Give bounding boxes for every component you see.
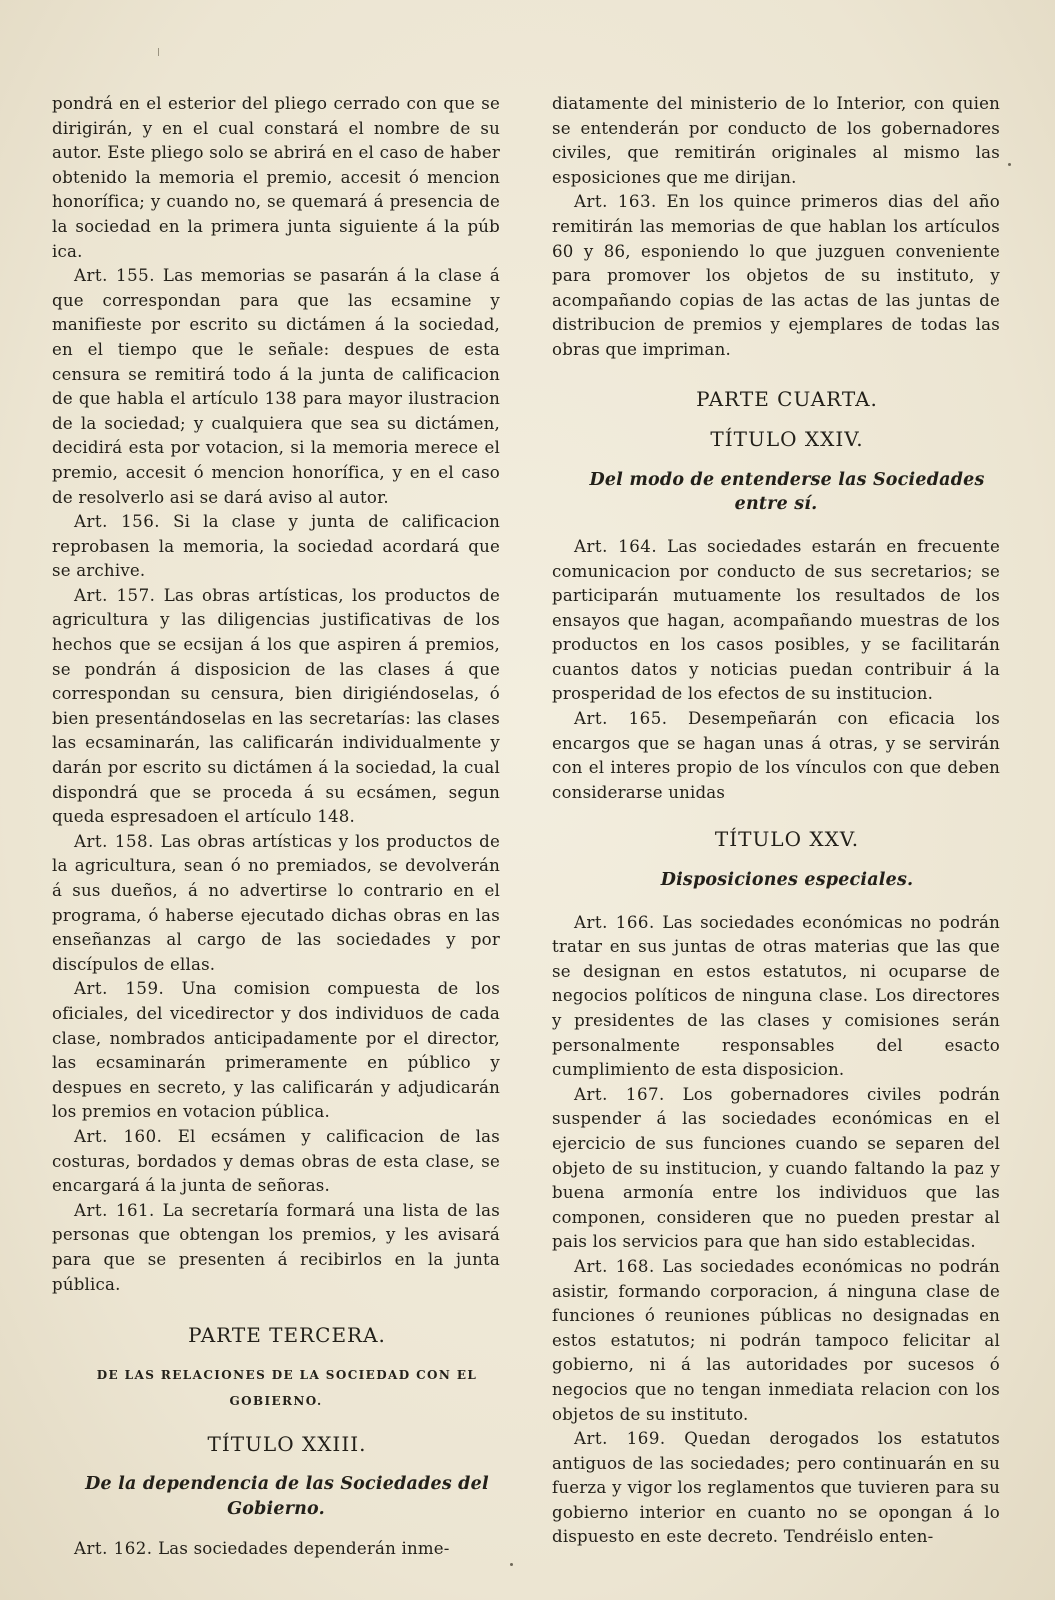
paragraph-continuation: pondrá en el esterior del pliego cerrado con que se dirigirán, y en el cual constará el nombre de su autor. Este pliego solo se abrirá en el caso de haber obtenido la memoria el premio, accesit ó mencion honorífica; y cuando no, se quemará á presencia de la sociedad en la primera junta siguiente á la púb ica.	[52, 94, 500, 261]
article-169	[552, 1427, 1000, 1550]
article-156	[52, 510, 500, 584]
article-164	[552, 535, 1000, 707]
article-label: Art. 168.	[574, 1256, 655, 1276]
article-text: Las sociedades económicas no podrán tratar en sus juntas de otras materias que las que se designan en estos estatutos, ni ocuparse de negocios políticos de ninguna clase. Los directores y presidentes de las clases y comisiones serán personalmente responsables del esacto cumplimiento de esta disposicion.	[552, 912, 1000, 1080]
article-label: Art. 158.	[74, 831, 154, 851]
article-label: Art. 165.	[574, 709, 668, 729]
left-column	[52, 92, 500, 1562]
title-heading: TÍTULO XXIII.	[207, 1431, 367, 1456]
article-160	[52, 1125, 500, 1199]
part-heading: PARTE CUARTA.	[696, 386, 878, 411]
article-159	[52, 977, 500, 1125]
article-label: Art. 161.	[74, 1200, 155, 1220]
article-165	[552, 707, 1000, 805]
article-text: Los gobernadores civiles podrán suspender á las sociedades económicas en el ejercicio de sus funciones cuando se separen del objeto de su institucion, y cuando faltando la paz y buena armonía entre los individuos que las componen, consideren que no pueden prestar al pais los servicios para que han sido establecidas.	[552, 1084, 1000, 1252]
article-text: Una comision compuesta de los oficiales, del vicedirector y dos individuos de cada clase, nombrados anticipadamente por el director, las ecsaminarán primeramente en público y despues en secreto, y las calificarán y adjudicarán los premios en votacion pública.	[52, 979, 500, 1122]
article-text: Las obras artísticas, los productos de agricultura y las diligencias justificativas de los hechos que se ecsijan á los que aspiren á premios, se pondrán á disposicion de las clases á que correspondan su censura, bien dirigiéndoselas, ó bien presentándoselas en las secretarías: las clases las ecsaminarán, las calificarán individualmente y darán por escrito su dictámen á la sociedad, la cual dispondrá que se proceda á su ecsámen, segun queda espresadoen el artículo 148.	[52, 585, 500, 827]
part-heading: PARTE TERCERA.	[188, 1323, 386, 1348]
title-subheading: Disposiciones especiales.	[660, 870, 914, 891]
article-text: Las memorias se pasarán á la clase á que correspondan para que las ecsamine y manifieste por escrito su dictámen á la sociedad, en el tiempo que le señale: despues de esta censura se remitirá todo á la junta de calificacion de que habla el artículo 138 para mayor ilustracion de la sociedad; y cualquiera que sea su dictámen, decidirá esta por votacion, si la memoria merece el premio, accesit ó mencion honorífica, y en el caso de resolverlo asi se dará aviso al autor.	[52, 266, 500, 507]
article-162	[52, 1537, 500, 1562]
title-subheading: Del modo de entenderse las Sociedades entre sí.	[589, 469, 985, 515]
article-label: Art. 155.	[74, 266, 156, 286]
article-label: Art. 157.	[74, 585, 156, 605]
article-text: Las sociedades económicas no podrán asistir, formando corporacion, á ninguna clase de funciones ó reuniones públicas no designadas en estos estatutos; ni podrán tampoco felicitar al gobierno, ni á las autoridades por sucesos ó negocios que no tengan inmediata relacion con los objetos de su instituto.	[552, 1256, 1000, 1424]
article-157	[52, 584, 500, 830]
article-label: Art. 156.	[74, 512, 161, 532]
article-text: Quedan derogados los estatutos antiguos de las sociedades; pero continuarán en su fuerza y vigor los reglamentos que tuvieren para su gobierno interior en cuanto no se opongan á lo dispuesto en este decreto. Tendréislo enten-	[552, 1429, 1000, 1547]
article-text: Las sociedades estarán en frecuente comunicacion por conducto de sus secretarios; se participarán mutuamente los resultados de los ensayos que hagan, acompañando muestras de los productos en los casos posibles, y se facilitarán cuantos datos y noticias puedan contribuir á la prosperidad de los efectos de su institucion.	[552, 536, 1000, 704]
article-text: Si la clase y junta de calificacion reprobasen la memoria, la sociedad acordará que se archive.	[52, 512, 500, 581]
title-heading: TÍTULO XXIV.	[710, 427, 864, 452]
article-text: Las obras artísticas y los productos de la agricultura, sean ó no premiados, se devolverán á sus dueños, á no advertirse lo contrario en el programa, ó haberse ejecutado dichas obras en las enseñanzas al cargo de las sociedades y por discípulos de ellas.	[52, 831, 500, 974]
article-label: Art. 163.	[574, 192, 657, 212]
article-167	[552, 1083, 1000, 1255]
article-155	[52, 264, 500, 510]
article-163	[552, 190, 1000, 362]
article-label: Art. 166.	[574, 912, 655, 932]
paragraph-continuation: diatamente del ministerio de lo Interior, con quien se entenderán por conducto de los gobernadores civiles, que remitirán originales al mismo las esposiciones que me dirijan.	[552, 94, 1000, 187]
article-text: Las sociedades dependerán inme-	[158, 1539, 450, 1559]
article-168	[552, 1255, 1000, 1427]
article-158	[52, 830, 500, 978]
ink-dot	[510, 1563, 513, 1566]
article-label: Art. 167.	[574, 1084, 665, 1104]
article-166	[552, 911, 1000, 1083]
title-subheading: De la dependencia de las Sociedades del Gobierno.	[85, 1474, 489, 1519]
ink-mark	[158, 48, 159, 56]
article-text: La secretaría formará una lista de las personas que obtengan los premios, y les avisará para que se presenten á recibirlos en la junta pública.	[52, 1200, 500, 1294]
title-heading: TÍTULO XXV.	[714, 827, 860, 852]
article-label: Art. 159.	[74, 979, 165, 999]
article-label: Art. 169.	[574, 1429, 666, 1449]
article-text: En los quince primeros dias del año remitirán las memorias de que hablan los artículos 60 y 86, esponiendo lo que juzguen conveniente para promover los objetos de su instituto, y acompañando copias de las actas de las juntas de distribucion de premios y ejemplares de todas las obras que impriman.	[552, 192, 1000, 359]
article-label: Art. 162.	[74, 1539, 153, 1559]
article-161	[52, 1199, 500, 1297]
ink-dot	[1008, 163, 1011, 166]
article-text: El ecsámen y calificacion de las costuras, bordados y demas obras de esta clase, se encargará á la junta de señoras.	[52, 1126, 500, 1196]
article-text: Desempeñarán con eficacia los encargos que se hagan unas á otras, y se servirán con el interes propio de los vínculos con que deben considerarse unidas	[552, 709, 1000, 802]
part-subheading: DE LAS RELACIONES DE LA SOCIEDAD CON EL GOBIERNO.	[96, 1367, 478, 1408]
article-label: Art. 164.	[574, 536, 658, 556]
article-label: Art. 160.	[74, 1126, 163, 1146]
right-column	[552, 92, 1000, 1550]
